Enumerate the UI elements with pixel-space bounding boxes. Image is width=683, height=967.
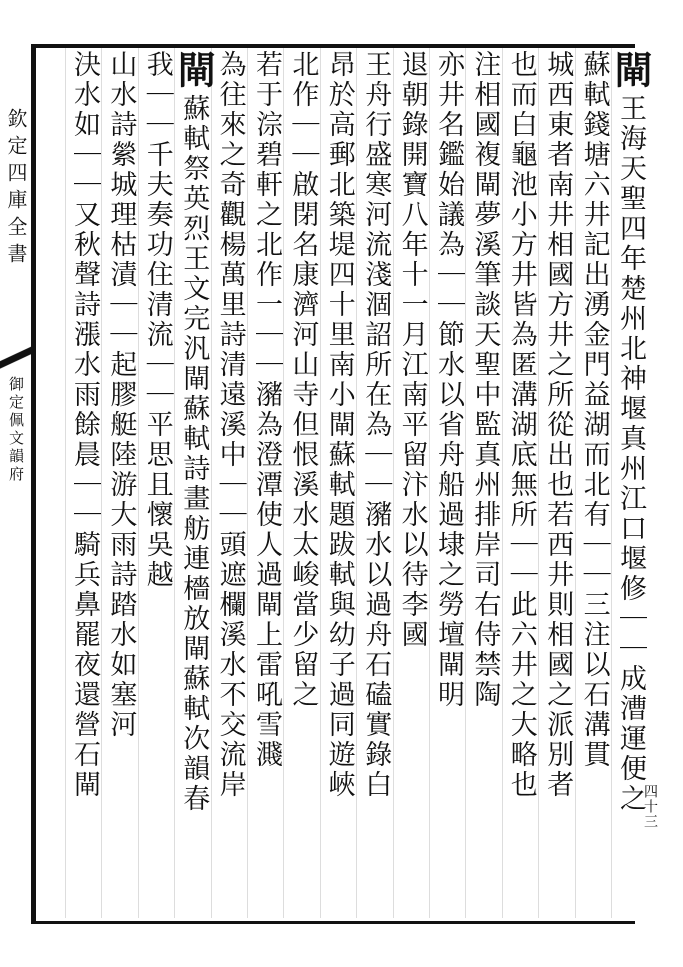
column-text: 蘇軾錢塘六井記出湧金門益湖而北有｜｜三注以石溝貫: [578, 50, 610, 770]
page-margin: [0, 44, 34, 924]
text-column: [171, 50, 217, 910]
column-text: 若于淙碧軒之北作一｜｜瀦為澄潭使人過閘上雷吼雪濺: [251, 50, 282, 770]
text-column: [139, 50, 175, 910]
book-title: 欽定四庫全書: [4, 108, 28, 270]
text-column: [430, 50, 466, 910]
text-column: [321, 50, 357, 910]
column-text: 為往來之奇觀楊萬里詩清遠溪中｜｜頭遮欄溪水不交流岸: [214, 50, 246, 800]
column-text: 昂於高郵北築堤四十里南小閘蘇軾題跋軾與幼子過同遊峽: [323, 50, 355, 800]
text-column: [466, 50, 502, 910]
fish-tail-mark: [0, 344, 34, 370]
text-column: [357, 50, 393, 910]
column-text: 蘇軾祭英烈王文完汎閘蘇軾詩畫舫連檣放閘蘇軾次韻春: [178, 94, 210, 814]
text-column: [539, 50, 575, 910]
column-text: 亦井名鑑始議為｜｜節水以省舟船過埭之勞壇閘明: [433, 50, 464, 710]
text-column: [284, 50, 320, 910]
column-text: 退朝錄開寶八年十一月江南平留汴水以待李國: [396, 50, 428, 650]
column-text: 也而白龜池小方井皆為匿溝湖底無所｜｜此六井之大略也: [505, 50, 537, 800]
text-column: [212, 50, 248, 910]
text-column: [102, 50, 138, 910]
column-text: 決水如｜｜又秋聲詩漲水雨餘晨｜｜騎兵鼻罷夜還營石閘: [69, 50, 100, 800]
text-column: [248, 50, 284, 910]
column-text: 王舟行盛寒河流淺涸詔所在為｜｜瀦水以過舟石磕實錄白: [360, 50, 392, 800]
column-text: 我｜｜千夫奏功住清流｜｜平思且懷吳越: [141, 50, 173, 590]
column-text: 山水詩縈城理枯漬｜｜起膠艇陸游大雨詩踏水如塞河: [105, 50, 137, 740]
entry-headword: 閘: [171, 50, 217, 94]
column-text: 王海天聖四年楚州北神堰真州江口堰修｜｜成漕運便之: [615, 94, 646, 814]
text-column: [576, 50, 612, 910]
text-column: [503, 50, 539, 910]
text-column: [394, 50, 430, 910]
column-text: 北作｜｜啟閉名康濟河山寺但恨溪水太峻當少留之: [287, 50, 319, 710]
book-subtitle: 御定佩文韻府: [7, 376, 25, 484]
column-text: 城西東者南井相國方井之所從出也若西井則相國之派別者: [542, 50, 574, 800]
page-number: 四十三: [642, 784, 658, 829]
entry-headword: 閘: [608, 50, 653, 94]
text-column: [66, 50, 102, 910]
column-text: 注相國複閘夢溪筆談天聖中監真州排岸司右侍禁陶: [469, 50, 501, 710]
